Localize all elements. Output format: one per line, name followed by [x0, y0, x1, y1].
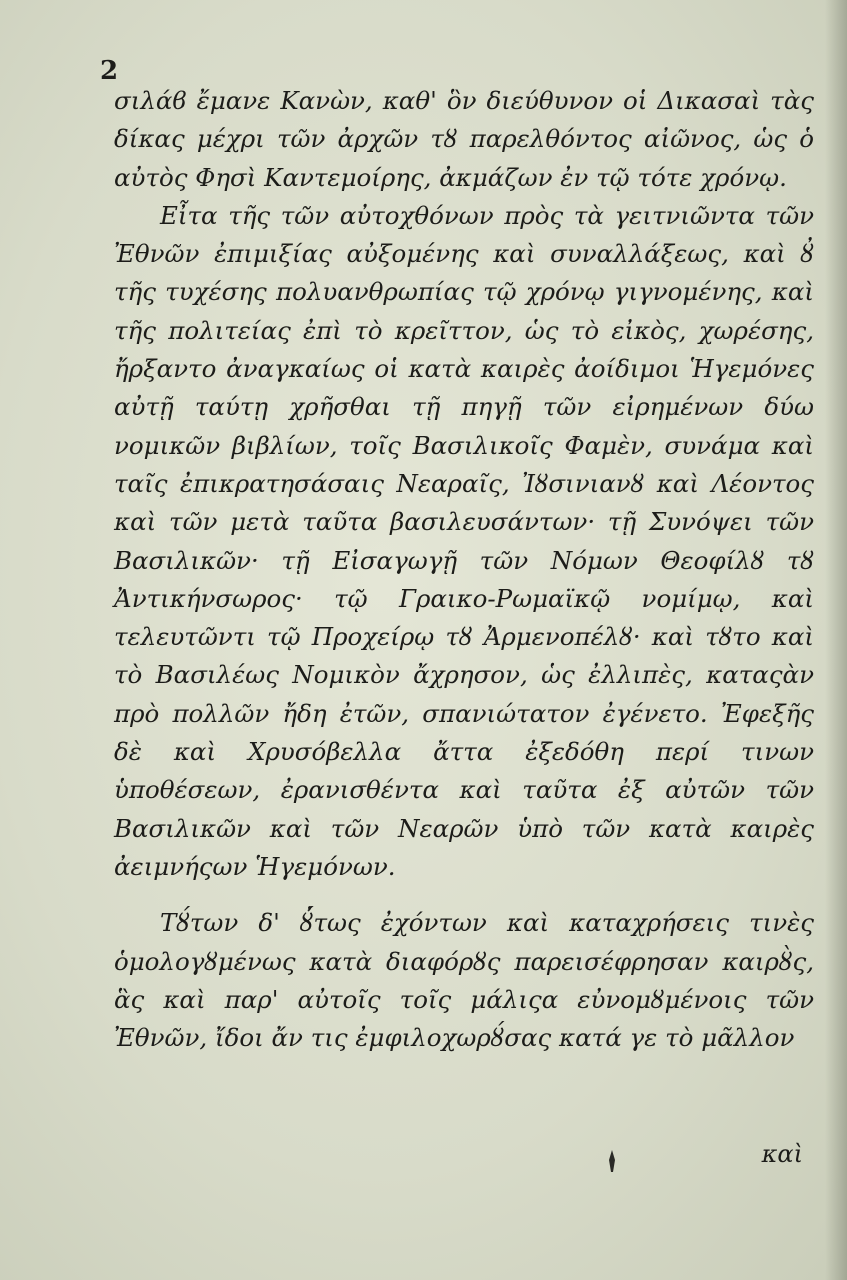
- catchword: καὶ: [761, 1140, 803, 1168]
- page-number: 2: [100, 56, 119, 86]
- paragraph-3: Τȣ́των δ' ȣ̓́τως ἐχόντων καὶ καταχρήσεις τινὲς ὁμολογȣμένως κατὰ διαφόρȣς παρεισέφρησαν καιρȣ̀ς, ἃς καὶ παρ' αὐτοῖς τοῖς μάλιςα εὐνομȣμένοις τῶν Ἐθνῶν, ἴδοι ἄν τις ἐμφιλοχωρȣ́σας κατά γε τὸ μᾶλλον: [114, 908, 814, 1053]
- paragraph-1: σιλάϐ ἔμανε Κανὼν, καθ' ὃν διεύθυνον οἱ Δικασαὶ τὰς δίκας μέχρι τῶν ἀρχῶν τȣ παρελθόντος αἰῶνος, ὡς ὁ αὐτὸς Φησὶ Καντεμοίρης, ἀκμάζων ἐν τῷ τότε χρόνῳ.: [114, 86, 814, 192]
- ink-blot-icon: [606, 1150, 618, 1172]
- body-text: [114, 82, 814, 1057]
- paragraph-2: Εἶτα τῆς τῶν αὐτοχθόνων πρὸς τὰ γειτνιῶντα τῶν Ἐθνῶν ἐπιμιξίας αὐξομένης καὶ συναλλάξεως, καὶ ȣ̓ τῆς τυχέσης πολυανθρωπίας τῷ χρόνῳ γιγνομένης, καὶ τῆς πολιτείας ἐπὶ τὸ κρεῖττον, ὡς τὸ εἰκὸς, χωρέσης, ἤρξαντο ἀναγκαίως οἱ κατὰ καιρὲς ἀοίδιμοι Ἡγεμόνες αὐτῇ ταύτῃ χρῆσθαι τῇ πηγῇ τῶν εἰρημένων δύω νομικῶν βιβλίων, τοῖς Βασιλικοῖς Φαμὲν, συνάμα καὶ ταῖς ἐπικρατησάσαις Νεαραῖς, Ἰȣσινιανȣ καὶ Λέοντος καὶ τῶν μετὰ ταῦτα βασιλευσάντων· τῇ Συνόψει τῶν Βασιλικῶν· τῇ Εἰσαγωγῇ τῶν Νόμων Θεοφίλȣ τȣ Ἀντικήνσωρος· τῷ Γραικο-Ρωμαϊκῷ νομίμῳ, καὶ τελευτῶντι τῷ Προχείρῳ τȣ Ἀρμενοπέλȣ· καὶ τȣτο καὶ τὸ Βασιλέως Νομικὸν ἄχρησον, ὡς ἐλλιπὲς, καταςὰν πρὸ πολλῶν ἤδη ἐτῶν, σπανιώτατον ἐγένετο. Ἐφεξῆς δὲ καὶ Χρυσόβελλα ἄττα ἐξεδόθη περί τινων ὑποθέσεων, ἐρανισθέντα καὶ ταῦτα ἐξ αὐτῶν τῶν Βασιλικῶν καὶ τῶν Νεαρῶν ὑπὸ τῶν κατὰ καιρὲς ἀειμνήςων Ἡγεμόνων.: [114, 200, 814, 881]
